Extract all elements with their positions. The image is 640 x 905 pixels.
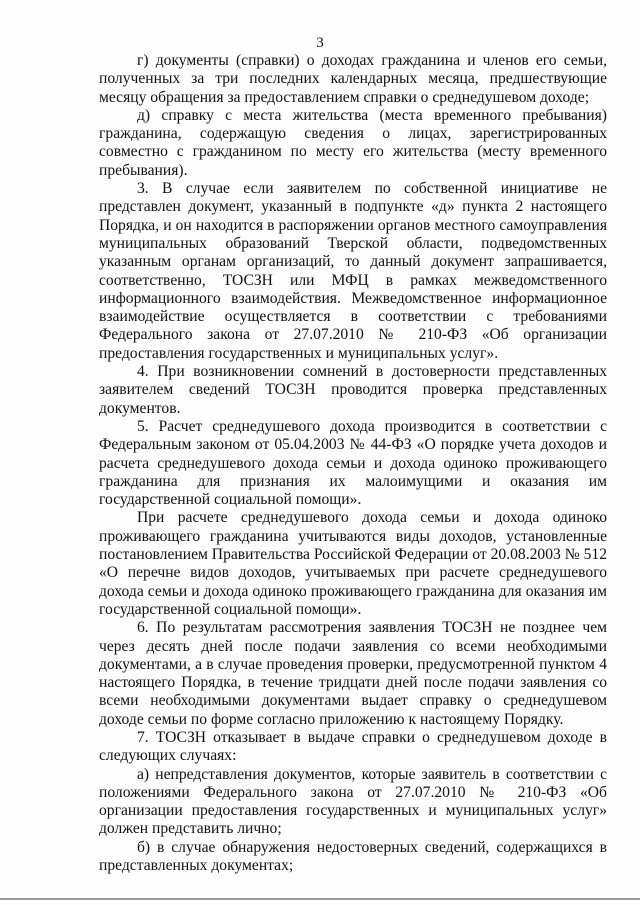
paragraph-g-income-documents: г) документы (справки) о доходах гражданина и членов его семьи, полученных за три последних календарных месяца, предшествующие месяцу обращения за предоставлением справки о среднедушевом доходе;	[99, 52, 607, 106]
paragraph-b-false-information: б) в случае обнаружения недостоверных сведений, содержащихся в представленных документах;	[99, 838, 607, 875]
paragraph-5-income-calculation: 5. Расчет среднедушевого дохода производится в соответствии с Федеральным законом от 05.04.2003 № 44-ФЗ «О порядке учета доходов и расчета среднедушевого дохода семьи и дохода одиноко проживающего гражданина для признания их малоимущими и оказания им государственной социальной помощи».	[99, 417, 607, 509]
page-number: 3	[316, 35, 324, 51]
paragraph-income-types: При расчете среднедушевого дохода семьи и дохода одиноко проживающего гражданина учитываются виды доходов, установленные постановлением Правительства Российской Федерации от 20.08.2003 № 512 «О перечне видов доходов, учитываемых при расчете среднедушевого дохода семьи и дохода одиноко проживающего гражданина для оказания им государственной социальной помощи».	[99, 509, 607, 618]
paragraph-7-refusal-cases: 7. ТОСЗН отказывает в выдаче справки о среднедушевом доходе в следующих случаях:	[99, 728, 607, 765]
paragraph-d-residence-certificate: д) справку с места жительства (места временного пребывания) гражданина, содержащую сведения о лицах, зарегистрированных совместно с гражданином по месту его жительства (месту временного пребывания).	[99, 106, 607, 179]
document-body	[99, 52, 607, 875]
scan-bottom-edge	[0, 898, 640, 900]
paragraph-4-verification: 4. При возникновении сомнений в достоверности представленных заявителем сведений ТОСЗН проводится проверка представленных документов.	[99, 363, 607, 417]
paragraph-a-missing-documents: а) непредставления документов, которые заявитель в соответствии с положениями Федерального закона от 27.07.2010 № 210-ФЗ «Об организации предоставления государственных и муниципальных услуг» должен представить лично;	[99, 765, 607, 838]
paragraph-3-interagency-request: 3. В случае если заявителем по собственной инициативе не представлен документ, указанный в подпункте «д» пункта 2 настоящего Порядка, и он находится в распоряжении органов местного самоуправления муниципальных образований Тверской области, подведомственных указанным органам организаций, то данный документ запрашивается, соответственно, ТОСЗН или МФЦ в рамках межведомственного информационного взаимодействия. Межведомственное информационное взаимодействие осуществляется в соответствии с требованиями Федерального закона от 27.07.2010 № 210-ФЗ «Об организации предоставления государственных и муниципальных услуг».	[99, 180, 607, 362]
paragraph-6-issuance-terms: 6. По результатам рассмотрения заявления ТОСЗН не позднее чем через десять дней после подачи заявления со всеми необходимыми документами, а в случае проведения проверки, предусмотренной пунктом 4 настоящего Порядка, в течение тридцати дней после подачи заявления со всеми необходимыми документами выдает справку о среднедушевом доходе семьи по форме согласно приложению к настоящему Порядку.	[99, 619, 607, 728]
